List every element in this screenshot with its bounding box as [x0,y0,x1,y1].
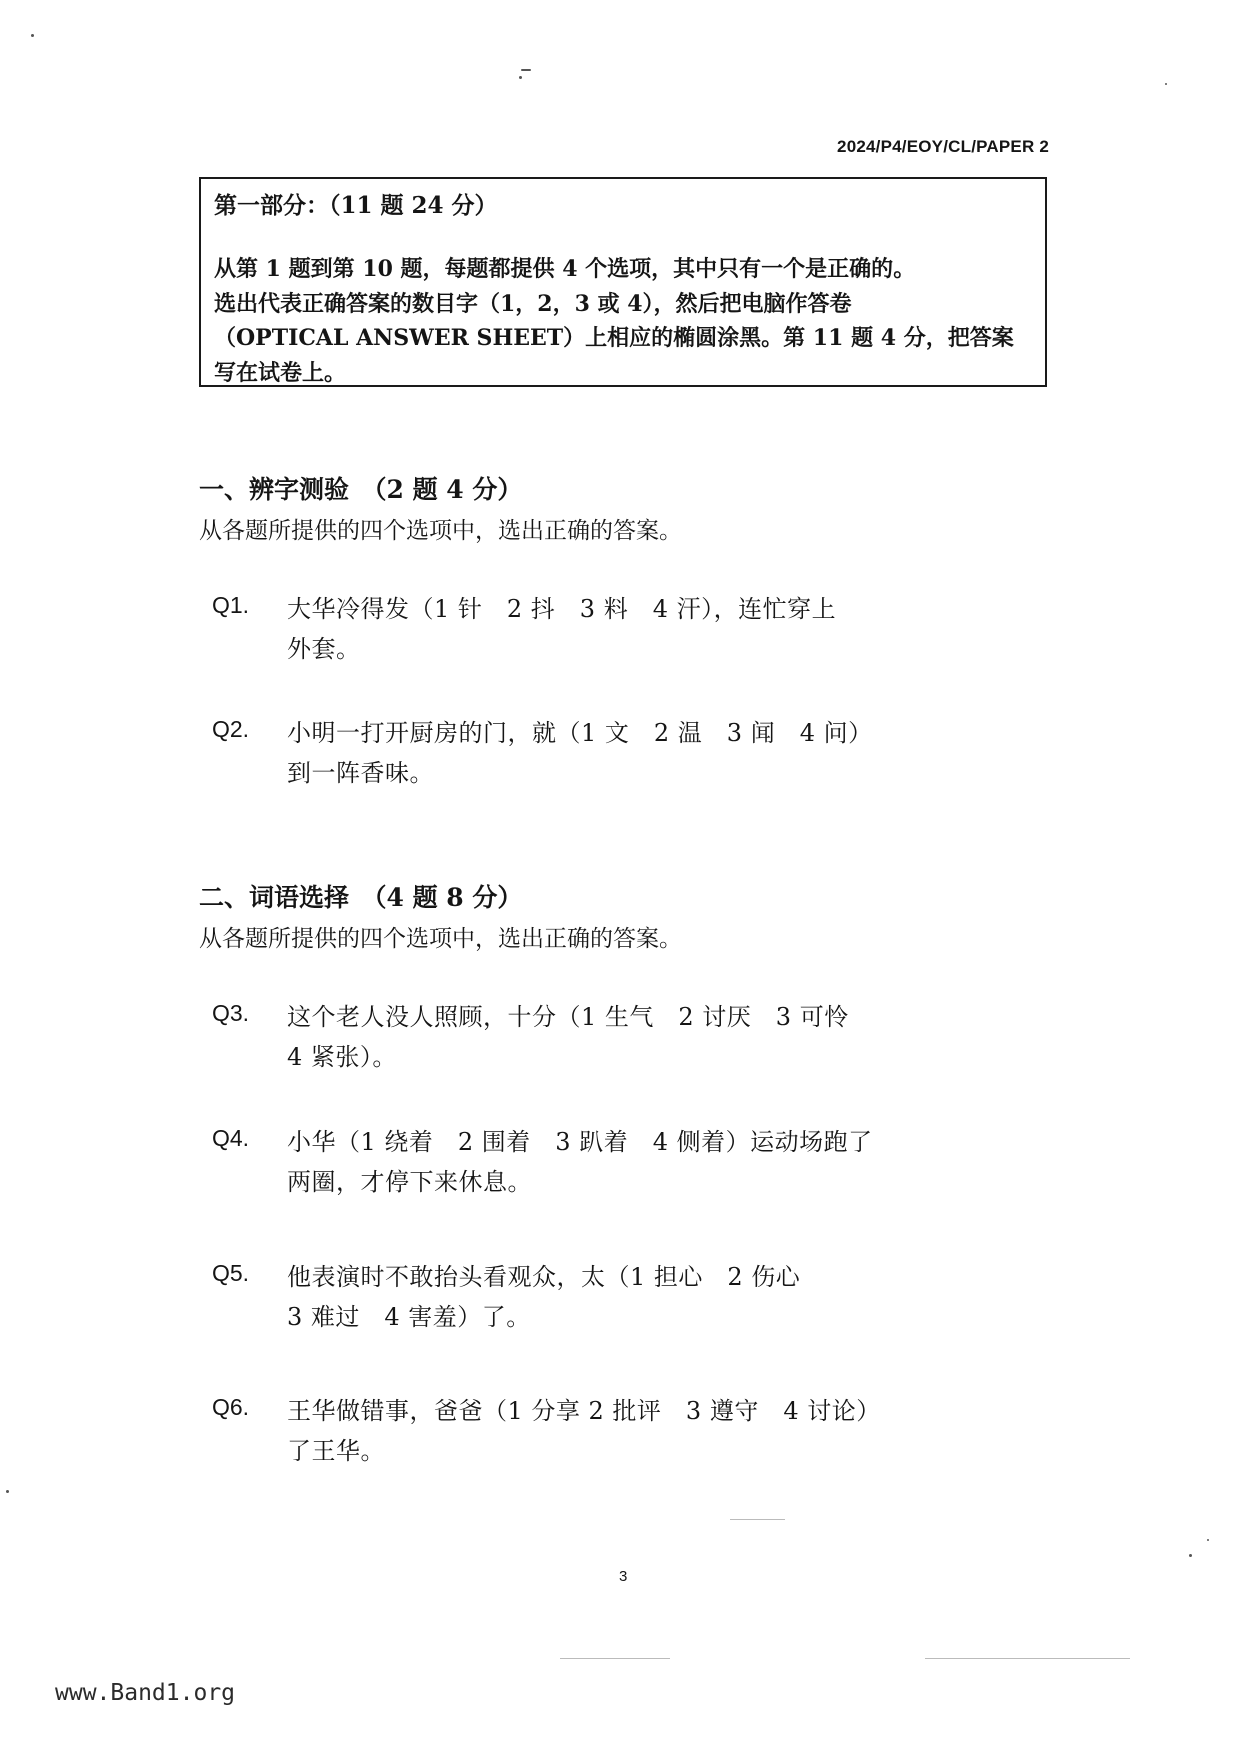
question-number: Q4. [212,1125,250,1151]
question-text: 3 难过 4 害羞）了。 [287,1303,531,1331]
page-number: 3 [619,1568,628,1585]
watermark: www.Band1.org [55,1680,236,1706]
question-text: 他表演时不敢抬头看观众，太（1 担心 2 伤心 [287,1263,801,1291]
part-title: 第一部分：（11 题 24 分） [214,192,498,219]
question-text: 大华冷得发（1 针 2 抖 3 料 4 汗），连忙穿上 [287,595,837,623]
scan-speck [31,34,34,37]
question-text: 小华（1 绕着 2 围着 3 趴着 4 侧着）运动场跑了 [287,1128,873,1156]
question-text: 4 紧张）。 [287,1043,397,1071]
instruction-line: （OPTICAL ANSWER SHEET）上相应的椭圆涂黑。第 11 题 4 分，把答案 [214,325,1014,351]
question-number: Q6. [212,1394,250,1420]
scan-speck [519,76,522,79]
question-number: Q1. [212,592,250,618]
question-text: 两圈，才停下来休息。 [287,1168,532,1196]
scan-line [925,1658,1130,1659]
question-text: 小明一打开厨房的门，就（1 文 2 温 3 闻 4 问） [287,719,873,747]
instruction-text [214,252,1040,390]
scan-line [560,1658,670,1659]
question-text: 到一阵香味。 [287,759,434,787]
instruction-box [199,177,1047,387]
instruction-line: 选出代表正确答案的数目字（1，2，3 或 4），然后把电脑作答卷 [214,290,852,317]
scan-line [730,1519,785,1520]
section-instruction: 从各题所提供的四个选项中，选出正确的答案。 [199,518,682,544]
paper-code: 2024/P4/EOY/CL/PAPER 2 [837,137,1049,156]
question-text: 了王华。 [287,1437,385,1465]
section-heading: 一、辨字测验 （2 题 4 分） [199,475,523,504]
question-text: 这个老人没人照顾，十分（1 生气 2 讨厌 3 可怜 [287,1003,849,1031]
question-text: 外套。 [287,635,361,663]
question-number: Q3. [212,1000,250,1026]
scan-speck [1165,83,1167,85]
scan-speck [1207,1539,1209,1541]
question-number: Q5. [212,1260,250,1286]
question-number: Q2. [212,716,250,742]
scan-speck [521,69,531,71]
scan-speck [1189,1554,1192,1557]
section-instruction: 从各题所提供的四个选项中，选出正确的答案。 [199,926,682,952]
scan-speck [6,1490,9,1493]
question-text: 王华做错事，爸爸（1 分享 2 批评 3 遵守 4 讨论） [287,1397,881,1425]
section-heading: 二、词语选择 （4 题 8 分） [199,883,523,912]
instruction-line: 从第 1 题到第 10 题，每题都提供 4 个选项，其中只有一个是正确的。 [214,256,916,282]
instruction-line: 写在试卷上。 [214,359,347,386]
